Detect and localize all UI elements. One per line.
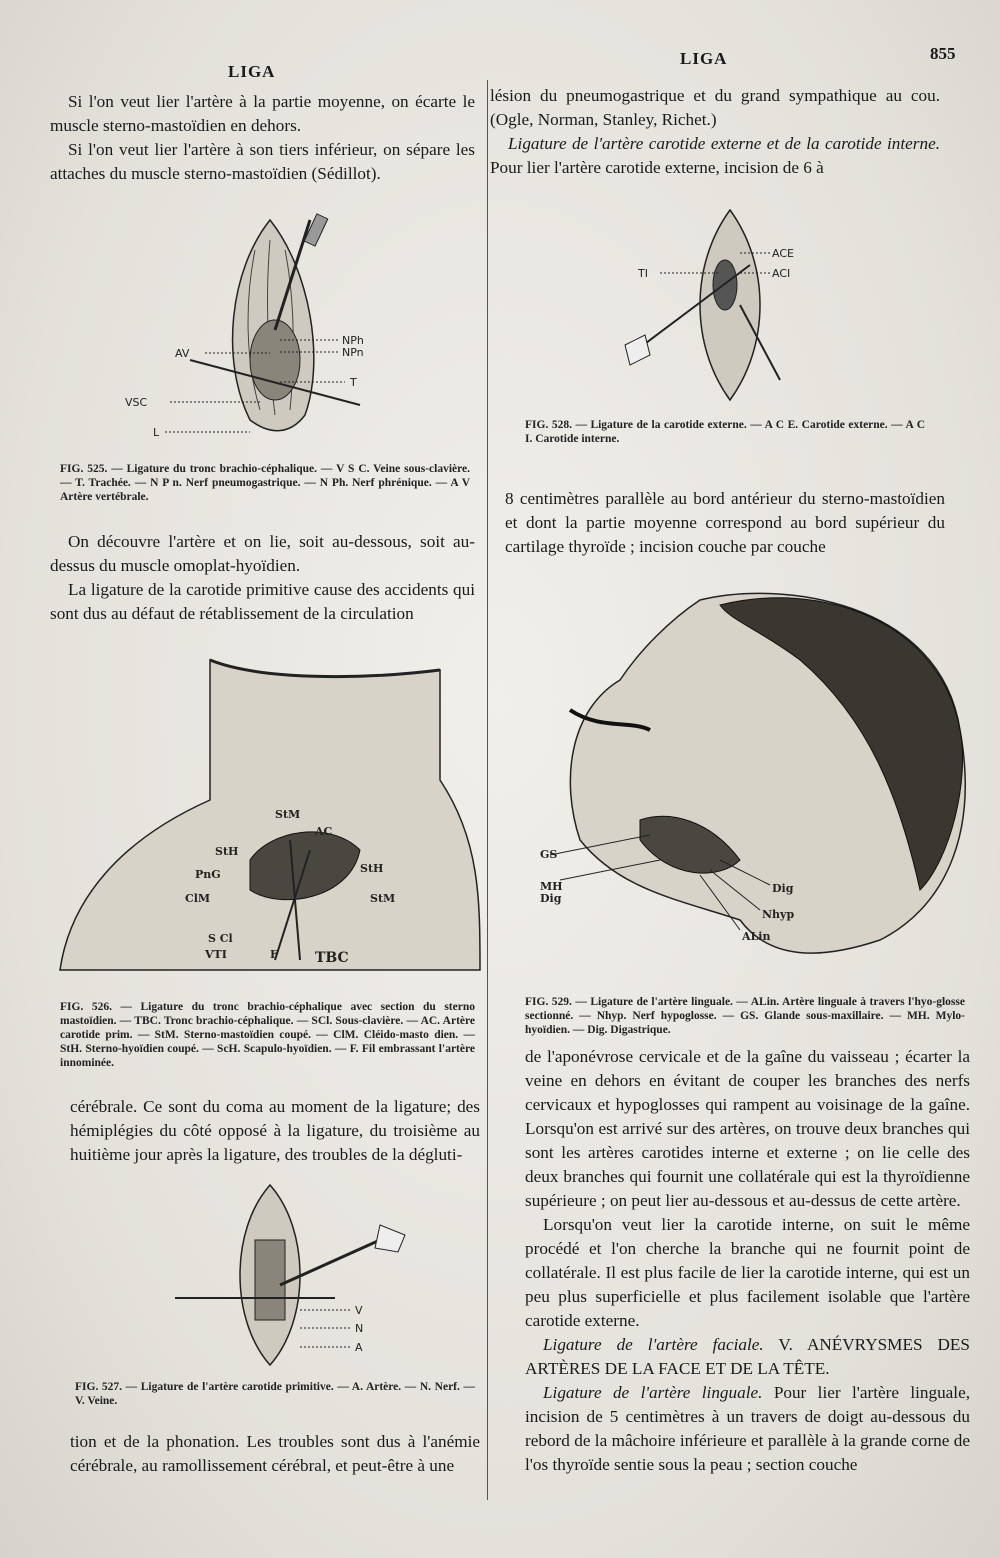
label-a: A — [355, 1341, 363, 1354]
paragraph: Ligature de l'artère carotide externe et de la carotide interne. Pour lier l'artère carotide externe, incision de 6 à — [490, 134, 940, 177]
paragraph: lésion du pneumogastrique et du grand sympathique au cou. (Ogle, Norman, Stanley, Richet.) — [490, 86, 940, 129]
label-ac: AC — [315, 825, 333, 838]
label-nph: NPh — [342, 334, 364, 347]
paragraph: de l'aponévrose cervicale et de la gaîne du vaisseau ; écarter la veine en dehors en évitant de couper les branches des nerfs cervicaux et hypoglosses qui rampent au voisinage de la gaîne. Lorsqu'on est arrivé sur des artères, on trouve deux branches qui sont les artères carotides interne et externe ; on lie celle des deux branches qui fournit une collatérale qui est la thyroïdienne supérieure ; on peut lier au-dessous et au-dessus de cette artère. — [525, 1047, 970, 1210]
label-dig: Dig — [540, 892, 562, 905]
label-clm: ClM — [185, 892, 211, 905]
section-title: Ligature de l'artère faciale. — [543, 1335, 764, 1354]
label-scl: S Cl — [208, 932, 233, 945]
label-stm2: StM — [370, 892, 396, 905]
paragraph: Ligature de l'artère linguale. Pour lier l'artère linguale, incision de 5 centimètres à un travers de doigt au-dessous du rebord de la mâchoire inférieure et parallèle à la grande corne de l'os thyroïde sentie sous la peau ; section couche — [525, 1383, 970, 1474]
label-alin: ALin — [742, 930, 771, 943]
figure-526-caption: FIG. 526. — Ligature du tronc brachio-céphalique avec section du sterno mastoïdien. — TBC. Tronc brachio-céphalique. — SCl. Sous-clavière. — AC. Artère carotide prim. — StM. Sterno-mastoïdien coupé. — ClM. Cléido-masto dien. — StH. Sterno-hyoïdien coupé. — ScH. Scapulo-hyoïdien. — F. Fil embrassant l'artère innominée. — [60, 1001, 475, 1069]
label-mh: MH — [540, 880, 563, 893]
label-aci: ACI — [772, 267, 791, 280]
figure-529-caption: FIG. 529. — Ligature de l'artère linguale. — ALin. Artère linguale à travers l'hyo-glosse sectionné. — Nhyp. Nerf hypoglosse. — GS. Glande sous-maxillaire. — MH. Mylo-hyoïdien. — Dig. Digastrique. — [525, 996, 965, 1036]
label-ti: TI — [638, 267, 648, 280]
figure-528 — [620, 205, 920, 405]
figure-526 — [60, 640, 480, 990]
label-dig2: Dig — [772, 882, 794, 895]
paragraph: Lorsqu'on veut lier la carotide interne, on suit le même procédé et l'on cherche la branche qui ne fournit point de collatérale. Il est plus facile de lier la carotide interne, qui est un peu plus superficielle et plus facilement isolable que l'artère carotide externe. — [525, 1215, 970, 1330]
label-sth: StH — [215, 845, 239, 858]
right-running-head: LIGA — [680, 49, 728, 68]
label-sth2: StH — [360, 862, 384, 875]
label-vsc: VSC — [125, 396, 148, 409]
column-divider — [487, 80, 488, 1500]
label-npn: NPn — [342, 346, 364, 359]
paragraph: tion et de la phonation. Les troubles sont dus à l'anémie cérébrale, au ramollissement cérébral, et peut-être à une — [70, 1432, 480, 1475]
label-nhyp: Nhyp — [762, 908, 795, 921]
figure-529-illustration — [520, 580, 980, 990]
label-pn: PnG — [195, 868, 221, 881]
left-text-top — [50, 90, 475, 186]
label-gs: GS — [540, 848, 558, 861]
label-av: AV — [175, 347, 190, 360]
label-l: L — [153, 426, 160, 439]
paragraph: Si l'on veut lier l'artère à son tiers inférieur, on sépare les attaches du muscle sterno-mastoïdien (Sédillot). — [50, 140, 475, 183]
figure-528-caption: FIG. 528. — Ligature de la carotide externe. — A C E. Carotide externe. — A C I. Carotide interne. — [525, 419, 925, 445]
label-stm: StM — [275, 808, 301, 821]
label-f: F — [270, 948, 278, 961]
figure-528-illustration — [620, 205, 920, 405]
left-text-middle — [50, 530, 475, 626]
paragraph: La ligature de la carotide primitive cause des accidents qui sont dus au défaut de rétablissement de la circulation — [50, 580, 475, 623]
label-ace: ACE — [772, 247, 794, 260]
figure-527-caption: FIG. 527. — Ligature de l'artère carotide primitive. — A. Artère. — N. Nerf. — V. Veine. — [75, 1381, 475, 1407]
figure-527-illustration — [170, 1180, 470, 1370]
paragraph: cérébrale. Ce sont du coma au moment de la ligature; des hémiplégies du côté opposé à la ligature, du troisième au huitième jour après la ligature, des troubles de la dégluti- — [70, 1097, 480, 1164]
label-t: T — [350, 376, 357, 389]
figure-527 — [170, 1180, 470, 1370]
figure-529 — [520, 580, 980, 990]
right-text-middle — [505, 487, 945, 559]
left-text-bottom — [70, 1430, 480, 1478]
right-text-lower — [525, 1045, 970, 1477]
figure-525-illustration — [125, 210, 410, 450]
figure-525-caption: FIG. 525. — Ligature du tronc brachio-céphalique. — V S C. Veine sous-clavière. — T. Trachée. — N P n. Nerf pneumogastrique. — N Ph. Nerf phrénique. — A V Artère vertébrale. — [60, 463, 470, 503]
label-n: N — [355, 1322, 364, 1335]
paragraph: 8 centimètres parallèle au bord antérieur du sterno-mastoïdien et dont la partie moyenne correspond au bord supérieur du cartilage thyroïde ; incision couche par couche — [505, 489, 945, 556]
label-vti: VTI — [205, 948, 227, 961]
section-title: Ligature de l'artère carotide externe et de la carotide interne. — [508, 134, 940, 153]
figure-526-illustration — [60, 640, 480, 990]
left-text-lower — [70, 1095, 480, 1167]
right-text-top — [490, 84, 940, 180]
label-tbc: TBC — [315, 950, 349, 966]
figure-525 — [125, 210, 410, 450]
paragraph: Ligature de l'artère faciale. V. ANÉVRYSMES DES ARTÈRES DE LA FACE ET DE LA TÊTE. — [525, 1335, 970, 1378]
label-v: V — [355, 1304, 363, 1317]
left-running-head: LIGA — [228, 62, 276, 81]
page-number: 855 — [930, 44, 956, 63]
paragraph: On découvre l'artère et on lie, soit au-dessous, soit au-dessus du muscle omoplat-hyoïdien. — [50, 532, 475, 575]
section-title: Ligature de l'artère linguale. — [543, 1383, 763, 1402]
paragraph: Si l'on veut lier l'artère à la partie moyenne, on écarte le muscle sterno-mastoïdien en dehors. — [50, 92, 475, 135]
